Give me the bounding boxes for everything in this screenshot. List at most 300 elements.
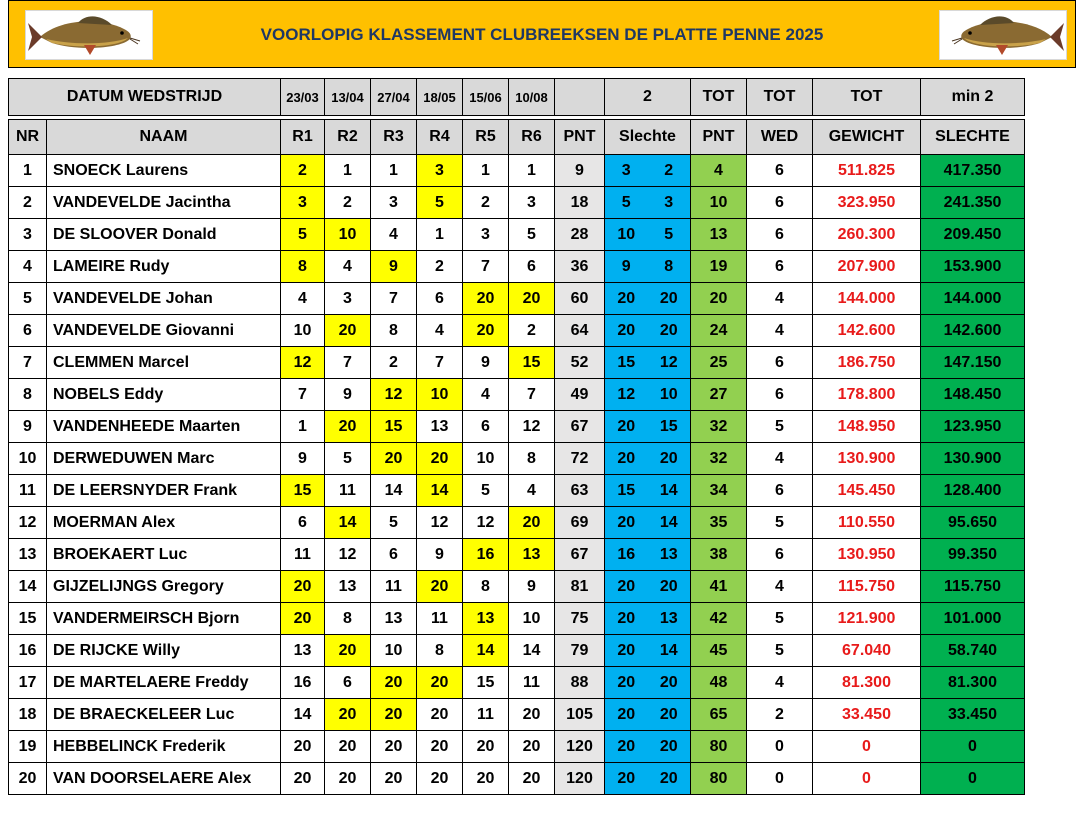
header-r5: R5 xyxy=(463,120,509,155)
cell-r1: 15 xyxy=(281,475,325,507)
cell-slechte-1: 20 xyxy=(605,507,648,539)
cell-r6: 20 xyxy=(509,699,555,731)
table-row xyxy=(9,251,1025,283)
table-row xyxy=(9,219,1025,251)
cell-wed: 6 xyxy=(747,539,813,571)
cell-r2: 20 xyxy=(325,315,371,347)
cell-r2: 10 xyxy=(325,219,371,251)
cell-tot-pnt: 32 xyxy=(691,443,747,475)
cell-slechte-1: 5 xyxy=(605,187,648,219)
cell-r4: 20 xyxy=(417,763,463,795)
cell-slechte-gewicht: 33.450 xyxy=(921,699,1025,731)
cell-r3: 12 xyxy=(371,379,417,411)
cell-wed: 5 xyxy=(747,603,813,635)
cell-r3: 10 xyxy=(371,635,417,667)
cell-slechte-2: 20 xyxy=(648,571,691,603)
cell-r4: 7 xyxy=(417,347,463,379)
cell-pnt: 120 xyxy=(555,763,605,795)
cell-slechte-2: 14 xyxy=(648,475,691,507)
header-slechte-gewicht: SLECHTE xyxy=(921,120,1025,155)
cell-r6: 20 xyxy=(509,731,555,763)
cell-tot-pnt: 80 xyxy=(691,731,747,763)
cell-slechte-1: 20 xyxy=(605,411,648,443)
cell-gewicht: 121.900 xyxy=(813,603,921,635)
cell-r3: 20 xyxy=(371,731,417,763)
cell-slechte-gewicht: 0 xyxy=(921,731,1025,763)
cell-r3: 11 xyxy=(371,571,417,603)
header-row-dates xyxy=(9,79,1025,116)
table-row xyxy=(9,315,1025,347)
cell-r3: 1 xyxy=(371,155,417,187)
cell-pnt: 9 xyxy=(555,155,605,187)
cell-slechte-gewicht: 142.600 xyxy=(921,315,1025,347)
cell-slechte-1: 20 xyxy=(605,315,648,347)
table-row xyxy=(9,539,1025,571)
cell-slechte-1: 20 xyxy=(605,283,648,315)
cell-slechte-1: 9 xyxy=(605,251,648,283)
cell-r2: 20 xyxy=(325,635,371,667)
cell-r4: 2 xyxy=(417,251,463,283)
cell-r5: 2 xyxy=(463,187,509,219)
cell-slechte-gewicht: 153.900 xyxy=(921,251,1025,283)
cell-wed: 0 xyxy=(747,763,813,795)
cell-r6: 15 xyxy=(509,347,555,379)
cell-wed: 4 xyxy=(747,283,813,315)
cell-slechte-gewicht: 95.650 xyxy=(921,507,1025,539)
cell-wed: 6 xyxy=(747,219,813,251)
cell-r5: 5 xyxy=(463,475,509,507)
cell-r5: 13 xyxy=(463,603,509,635)
cell-nr: 4 xyxy=(9,251,47,283)
cell-r3: 8 xyxy=(371,315,417,347)
cell-r3: 13 xyxy=(371,603,417,635)
cell-pnt: 69 xyxy=(555,507,605,539)
header-tot-pnt: TOT xyxy=(691,79,747,116)
cell-slechte-2: 20 xyxy=(648,731,691,763)
cell-gewicht: 67.040 xyxy=(813,635,921,667)
cell-tot-pnt: 41 xyxy=(691,571,747,603)
cell-r6: 9 xyxy=(509,571,555,603)
cell-r3: 14 xyxy=(371,475,417,507)
header-date-6: 10/08 xyxy=(509,79,555,116)
cell-tot-pnt: 25 xyxy=(691,347,747,379)
header-gewicht: GEWICHT xyxy=(813,120,921,155)
cell-r6: 3 xyxy=(509,187,555,219)
cell-r4: 20 xyxy=(417,667,463,699)
cell-r1: 3 xyxy=(281,187,325,219)
header-slechte: Slechte xyxy=(605,120,691,155)
cell-nr: 1 xyxy=(9,155,47,187)
cell-r2: 20 xyxy=(325,699,371,731)
cell-gewicht: 178.800 xyxy=(813,379,921,411)
cell-pnt: 18 xyxy=(555,187,605,219)
cell-tot-pnt: 32 xyxy=(691,411,747,443)
cell-pnt: 105 xyxy=(555,699,605,731)
cell-slechte-gewicht: 130.900 xyxy=(921,443,1025,475)
cell-r2: 11 xyxy=(325,475,371,507)
cell-gewicht: 145.450 xyxy=(813,475,921,507)
cell-r3: 6 xyxy=(371,539,417,571)
cell-name: VANDERMEIRSCH Bjorn xyxy=(47,603,281,635)
cell-wed: 4 xyxy=(747,667,813,699)
header-date-2: 13/04 xyxy=(325,79,371,116)
cell-r1: 1 xyxy=(281,411,325,443)
cell-r1: 20 xyxy=(281,763,325,795)
table-row xyxy=(9,603,1025,635)
cell-r3: 7 xyxy=(371,283,417,315)
cell-slechte-gewicht: 144.000 xyxy=(921,283,1025,315)
cell-name: GIJZELIJNGS Gregory xyxy=(47,571,281,603)
cell-pnt: 67 xyxy=(555,411,605,443)
cell-nr: 17 xyxy=(9,667,47,699)
cell-r2: 20 xyxy=(325,411,371,443)
table-row xyxy=(9,763,1025,795)
header-r3: R3 xyxy=(371,120,417,155)
cell-r4: 13 xyxy=(417,411,463,443)
cell-r6: 2 xyxy=(509,315,555,347)
cell-nr: 7 xyxy=(9,347,47,379)
cell-tot-pnt: 34 xyxy=(691,475,747,507)
cell-slechte-1: 20 xyxy=(605,635,648,667)
header-nr: NR xyxy=(9,120,47,155)
table-row xyxy=(9,443,1025,475)
cell-r4: 6 xyxy=(417,283,463,315)
cell-r3: 20 xyxy=(371,699,417,731)
cell-tot-pnt: 65 xyxy=(691,699,747,731)
cell-r1: 12 xyxy=(281,347,325,379)
cell-r2: 1 xyxy=(325,155,371,187)
cell-name: VANDENHEEDE Maarten xyxy=(47,411,281,443)
cell-r5: 20 xyxy=(463,315,509,347)
cell-r1: 5 xyxy=(281,219,325,251)
header-blank xyxy=(555,79,605,116)
header-date-3: 27/04 xyxy=(371,79,417,116)
cell-slechte-gewicht: 209.450 xyxy=(921,219,1025,251)
cell-pnt: 49 xyxy=(555,379,605,411)
cell-r1: 13 xyxy=(281,635,325,667)
cell-r3: 20 xyxy=(371,763,417,795)
cell-tot-pnt: 42 xyxy=(691,603,747,635)
cell-tot-pnt: 19 xyxy=(691,251,747,283)
cell-wed: 6 xyxy=(747,379,813,411)
cell-slechte-gewicht: 241.350 xyxy=(921,187,1025,219)
table-row xyxy=(9,635,1025,667)
table-row xyxy=(9,571,1025,603)
cell-r3: 4 xyxy=(371,219,417,251)
cell-slechte-2: 3 xyxy=(648,187,691,219)
cell-r2: 13 xyxy=(325,571,371,603)
cell-r4: 11 xyxy=(417,603,463,635)
cell-r6: 10 xyxy=(509,603,555,635)
cell-r3: 9 xyxy=(371,251,417,283)
cell-r5: 7 xyxy=(463,251,509,283)
cell-slechte-gewicht: 0 xyxy=(921,763,1025,795)
cell-name: LAMEIRE Rudy xyxy=(47,251,281,283)
cell-wed: 4 xyxy=(747,571,813,603)
cell-pnt: 79 xyxy=(555,635,605,667)
cell-r5: 1 xyxy=(463,155,509,187)
cell-slechte-2: 13 xyxy=(648,539,691,571)
cell-slechte-2: 8 xyxy=(648,251,691,283)
table-row xyxy=(9,347,1025,379)
cell-name: DE MARTELAERE Freddy xyxy=(47,667,281,699)
cell-name: SNOECK Laurens xyxy=(47,155,281,187)
cell-slechte-gewicht: 123.950 xyxy=(921,411,1025,443)
cell-slechte-1: 15 xyxy=(605,475,648,507)
cell-r1: 7 xyxy=(281,379,325,411)
table-row xyxy=(9,667,1025,699)
cell-nr: 20 xyxy=(9,763,47,795)
cell-r6: 4 xyxy=(509,475,555,507)
cell-r4: 8 xyxy=(417,635,463,667)
cell-slechte-2: 20 xyxy=(648,315,691,347)
cell-slechte-gewicht: 128.400 xyxy=(921,475,1025,507)
cell-gewicht: 323.950 xyxy=(813,187,921,219)
cell-r2: 2 xyxy=(325,187,371,219)
cell-name: VAN DOORSELAERE Alex xyxy=(47,763,281,795)
table-row xyxy=(9,699,1025,731)
cell-tot-pnt: 80 xyxy=(691,763,747,795)
cell-r1: 10 xyxy=(281,315,325,347)
cell-wed: 5 xyxy=(747,507,813,539)
cell-pnt: 28 xyxy=(555,219,605,251)
cell-r3: 20 xyxy=(371,667,417,699)
cell-r2: 4 xyxy=(325,251,371,283)
header-slechte-count: 2 xyxy=(605,79,691,116)
cell-slechte-2: 2 xyxy=(648,155,691,187)
cell-nr: 10 xyxy=(9,443,47,475)
cell-pnt: 60 xyxy=(555,283,605,315)
cell-slechte-gewicht: 81.300 xyxy=(921,667,1025,699)
cell-slechte-gewicht: 417.350 xyxy=(921,155,1025,187)
cell-pnt: 88 xyxy=(555,667,605,699)
cell-tot-pnt: 45 xyxy=(691,635,747,667)
cell-wed: 6 xyxy=(747,155,813,187)
cell-name: HEBBELINCK Frederik xyxy=(47,731,281,763)
cell-tot-pnt: 13 xyxy=(691,219,747,251)
cell-gewicht: 142.600 xyxy=(813,315,921,347)
cell-gewicht: 144.000 xyxy=(813,283,921,315)
cell-r6: 12 xyxy=(509,411,555,443)
cell-nr: 19 xyxy=(9,731,47,763)
cell-r1: 4 xyxy=(281,283,325,315)
cell-wed: 4 xyxy=(747,315,813,347)
cell-gewicht: 186.750 xyxy=(813,347,921,379)
cell-slechte-1: 16 xyxy=(605,539,648,571)
cell-r5: 10 xyxy=(463,443,509,475)
table-row xyxy=(9,731,1025,763)
cell-r2: 20 xyxy=(325,763,371,795)
cell-r6: 14 xyxy=(509,635,555,667)
cell-slechte-2: 14 xyxy=(648,635,691,667)
cell-name: MOERMAN Alex xyxy=(47,507,281,539)
cell-r1: 14 xyxy=(281,699,325,731)
cell-r1: 20 xyxy=(281,571,325,603)
cell-r6: 20 xyxy=(509,283,555,315)
cell-pnt: 64 xyxy=(555,315,605,347)
header-r1: R1 xyxy=(281,120,325,155)
cell-slechte-1: 20 xyxy=(605,699,648,731)
cell-nr: 3 xyxy=(9,219,47,251)
header-r6: R6 xyxy=(509,120,555,155)
cell-nr: 12 xyxy=(9,507,47,539)
cell-slechte-1: 20 xyxy=(605,603,648,635)
cell-gewicht: 115.750 xyxy=(813,571,921,603)
header-r2: R2 xyxy=(325,120,371,155)
cell-name: NOBELS Eddy xyxy=(47,379,281,411)
cell-wed: 6 xyxy=(747,347,813,379)
cell-r6: 5 xyxy=(509,219,555,251)
cell-r5: 9 xyxy=(463,347,509,379)
cell-r3: 15 xyxy=(371,411,417,443)
table-row xyxy=(9,187,1025,219)
header-r4: R4 xyxy=(417,120,463,155)
table-row xyxy=(9,379,1025,411)
cell-r2: 9 xyxy=(325,379,371,411)
cell-slechte-1: 12 xyxy=(605,379,648,411)
cell-gewicht: 81.300 xyxy=(813,667,921,699)
cell-r4: 20 xyxy=(417,443,463,475)
cell-slechte-2: 10 xyxy=(648,379,691,411)
cell-pnt: 72 xyxy=(555,443,605,475)
cell-r1: 8 xyxy=(281,251,325,283)
cell-tot-pnt: 10 xyxy=(691,187,747,219)
cell-r2: 8 xyxy=(325,603,371,635)
cell-r1: 20 xyxy=(281,731,325,763)
cell-slechte-1: 20 xyxy=(605,731,648,763)
cell-slechte-gewicht: 101.000 xyxy=(921,603,1025,635)
cell-slechte-2: 15 xyxy=(648,411,691,443)
header-min2: min 2 xyxy=(921,79,1025,116)
cell-wed: 6 xyxy=(747,251,813,283)
cell-r4: 3 xyxy=(417,155,463,187)
cell-gewicht: 110.550 xyxy=(813,507,921,539)
cell-r2: 6 xyxy=(325,667,371,699)
cell-slechte-gewicht: 99.350 xyxy=(921,539,1025,571)
cell-slechte-1: 20 xyxy=(605,667,648,699)
cell-r5: 20 xyxy=(463,763,509,795)
cell-wed: 2 xyxy=(747,699,813,731)
cell-slechte-gewicht: 148.450 xyxy=(921,379,1025,411)
header-row-columns xyxy=(9,120,1025,155)
cell-slechte-gewicht: 115.750 xyxy=(921,571,1025,603)
cell-tot-pnt: 24 xyxy=(691,315,747,347)
cell-name: CLEMMEN Marcel xyxy=(47,347,281,379)
cell-r1: 9 xyxy=(281,443,325,475)
carp-fish-image-right xyxy=(939,10,1067,60)
cell-r1: 6 xyxy=(281,507,325,539)
cell-wed: 6 xyxy=(747,187,813,219)
cell-r5: 6 xyxy=(463,411,509,443)
cell-r4: 20 xyxy=(417,731,463,763)
cell-nr: 5 xyxy=(9,283,47,315)
header-tot-gewicht: TOT xyxy=(813,79,921,116)
cell-r1: 20 xyxy=(281,603,325,635)
cell-tot-pnt: 27 xyxy=(691,379,747,411)
cell-wed: 5 xyxy=(747,411,813,443)
cell-r2: 7 xyxy=(325,347,371,379)
cell-r2: 14 xyxy=(325,507,371,539)
page-title: VOORLOPIG KLASSEMENT CLUBREEKSEN DE PLATTE PENNE 2025 xyxy=(260,25,824,44)
cell-r2: 3 xyxy=(325,283,371,315)
cell-r5: 3 xyxy=(463,219,509,251)
cell-nr: 16 xyxy=(9,635,47,667)
cell-nr: 9 xyxy=(9,411,47,443)
cell-tot-pnt: 48 xyxy=(691,667,747,699)
cell-r6: 11 xyxy=(509,667,555,699)
cell-gewicht: 511.825 xyxy=(813,155,921,187)
cell-pnt: 81 xyxy=(555,571,605,603)
cell-nr: 11 xyxy=(9,475,47,507)
title-banner xyxy=(8,0,1076,68)
cell-slechte-2: 20 xyxy=(648,667,691,699)
cell-r5: 20 xyxy=(463,731,509,763)
cell-gewicht: 130.950 xyxy=(813,539,921,571)
cell-r1: 11 xyxy=(281,539,325,571)
cell-name: DERWEDUWEN Marc xyxy=(47,443,281,475)
cell-slechte-2: 20 xyxy=(648,763,691,795)
cell-nr: 14 xyxy=(9,571,47,603)
cell-r4: 12 xyxy=(417,507,463,539)
cell-pnt: 120 xyxy=(555,731,605,763)
cell-name: VANDEVELDE Giovanni xyxy=(47,315,281,347)
cell-name: VANDEVELDE Jacintha xyxy=(47,187,281,219)
table-row xyxy=(9,155,1025,187)
cell-slechte-1: 20 xyxy=(605,763,648,795)
cell-tot-pnt: 35 xyxy=(691,507,747,539)
cell-name: DE BRAECKELEER Luc xyxy=(47,699,281,731)
header-tot-wed: TOT xyxy=(747,79,813,116)
cell-wed: 5 xyxy=(747,635,813,667)
cell-r6: 20 xyxy=(509,507,555,539)
cell-gewicht: 260.300 xyxy=(813,219,921,251)
cell-gewicht: 0 xyxy=(813,731,921,763)
cell-r4: 14 xyxy=(417,475,463,507)
cell-slechte-gewicht: 147.150 xyxy=(921,347,1025,379)
cell-r1: 16 xyxy=(281,667,325,699)
standings-table xyxy=(8,78,1025,795)
header-wed: WED xyxy=(747,120,813,155)
cell-pnt: 75 xyxy=(555,603,605,635)
header-date-4: 18/05 xyxy=(417,79,463,116)
cell-r5: 14 xyxy=(463,635,509,667)
cell-gewicht: 148.950 xyxy=(813,411,921,443)
header-date-1: 23/03 xyxy=(281,79,325,116)
cell-wed: 0 xyxy=(747,731,813,763)
cell-wed: 4 xyxy=(747,443,813,475)
cell-r4: 9 xyxy=(417,539,463,571)
cell-tot-pnt: 38 xyxy=(691,539,747,571)
cell-name: VANDEVELDE Johan xyxy=(47,283,281,315)
cell-slechte-1: 15 xyxy=(605,347,648,379)
cell-name: DE LEERSNYDER Frank xyxy=(47,475,281,507)
cell-pnt: 52 xyxy=(555,347,605,379)
header-pnt: PNT xyxy=(555,120,605,155)
cell-r6: 7 xyxy=(509,379,555,411)
cell-nr: 6 xyxy=(9,315,47,347)
table-row xyxy=(9,283,1025,315)
cell-tot-pnt: 20 xyxy=(691,283,747,315)
table-row xyxy=(9,411,1025,443)
cell-r4: 5 xyxy=(417,187,463,219)
cell-slechte-2: 5 xyxy=(648,219,691,251)
cell-r6: 6 xyxy=(509,251,555,283)
cell-nr: 15 xyxy=(9,603,47,635)
cell-slechte-2: 20 xyxy=(648,443,691,475)
cell-name: BROEKAERT Luc xyxy=(47,539,281,571)
header-total-pnt: PNT xyxy=(691,120,747,155)
cell-r3: 5 xyxy=(371,507,417,539)
